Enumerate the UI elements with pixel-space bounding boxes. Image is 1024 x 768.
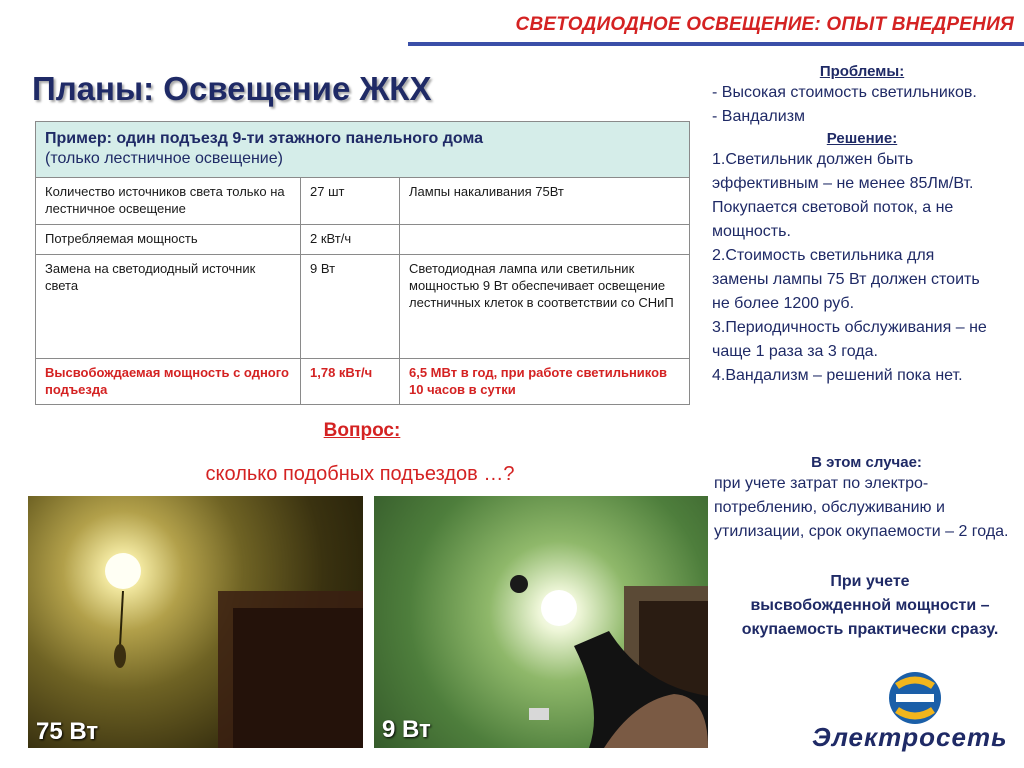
solution-line: 2.Стоимость светильника для <box>712 247 935 264</box>
led-scene <box>374 496 708 748</box>
table-row-highlight <box>36 359 690 405</box>
row-value: 27 шт <box>301 178 400 225</box>
table-header-subtitle: (только лестничное освещение) <box>45 150 283 167</box>
solution-line: эффективным – не менее 85Лм/Вт. <box>712 175 974 192</box>
data-table <box>35 121 690 405</box>
table-header-title: Пример: один подъезд 9-ти этажного панельного дома <box>45 130 483 147</box>
problems-heading: Проблемы: <box>819 63 905 80</box>
page-title: Планы: Освещение ЖКХ <box>32 70 432 107</box>
row-note <box>400 225 690 255</box>
led-bulb <box>541 590 577 626</box>
ceiling-socket <box>510 575 528 593</box>
question-label: Вопрос: <box>323 420 401 441</box>
table-header-row <box>36 122 690 178</box>
problem-item: - Вандализм <box>712 108 806 125</box>
switch-box <box>114 644 126 668</box>
logo-bar <box>896 694 934 702</box>
row-note: Лампы накаливания 75Вт <box>400 178 690 225</box>
driver-box <box>529 708 549 720</box>
case-line: утилизации, срок окупаемости – 2 года. <box>714 523 1009 540</box>
row-value: 1,78 кВт/ч <box>301 359 400 405</box>
table-row <box>36 255 690 359</box>
question-text: сколько подобных подъездов …? <box>205 463 515 485</box>
logo-text: Электросеть <box>812 722 1008 752</box>
solution-line: чаще 1 раза за 3 года. <box>712 343 878 360</box>
table-header-cell <box>36 122 690 178</box>
case-heading: В этом случае: <box>811 454 922 471</box>
solution-line: замены лампы 75 Вт должен стоить <box>712 271 980 288</box>
row-label: Высвобождаемая мощность с одного подъезда <box>36 359 301 405</box>
conclusion-line: высвобожденной мощности – <box>750 597 990 614</box>
wire <box>120 591 123 646</box>
solution-line: 4.Вандализм – решений пока нет. <box>712 367 963 384</box>
side-panel <box>712 62 1012 388</box>
row-note: 6,5 МВт в год, при работе светильников 10 часов в сутки <box>400 359 690 405</box>
row-value: 9 Вт <box>301 255 400 359</box>
row-label: Потребляемая мощность <box>36 225 301 255</box>
solution-heading: Решение: <box>826 130 898 147</box>
photo-right-label: 9 Вт <box>382 716 431 743</box>
conclusion <box>720 570 1020 642</box>
solution-line: 3.Периодичность обслуживания – не <box>712 319 987 336</box>
header-rule <box>408 42 1024 46</box>
table-row <box>36 178 690 225</box>
incandescent-scene <box>28 496 363 748</box>
case-line: при учете затрат по электро- <box>714 475 929 492</box>
door <box>233 608 363 748</box>
row-label: Замена на светодиодный источник света <box>36 255 301 359</box>
photo-led-lamp <box>374 496 708 748</box>
header-title: СВЕТОДИОДНОЕ ОСВЕЩЕНИЕ: ОПЫТ ВНЕДРЕНИЯ <box>515 14 1014 35</box>
table-row <box>36 225 690 255</box>
problem-item: - Высокая стоимость светильников. <box>712 84 977 101</box>
solution-line: 1.Светильник должен быть <box>712 151 914 168</box>
solution-line: мощность. <box>712 223 791 240</box>
solution-line: Покупается световой поток, а не <box>712 199 954 216</box>
photo-left-label: 75 Вт <box>36 718 99 745</box>
row-value: 2 кВт/ч <box>301 225 400 255</box>
row-label: Количество источников света только на лестничное освещение <box>36 178 301 225</box>
solution-line: не более 1200 руб. <box>712 295 855 312</box>
conclusion-line: При учете <box>830 573 910 590</box>
lamp-bulb <box>105 553 141 589</box>
photo-incandescent-lamp <box>28 496 363 748</box>
conclusion-line: окупаемость практически сразу. <box>741 621 999 638</box>
row-note: Светодиодная лампа или светильник мощностью 9 Вт обеспечивает освещение лестничных клеток в соответствии со СНиП <box>400 255 690 359</box>
case-panel <box>714 453 1019 544</box>
case-line: потреблению, обслуживанию и <box>714 499 945 516</box>
